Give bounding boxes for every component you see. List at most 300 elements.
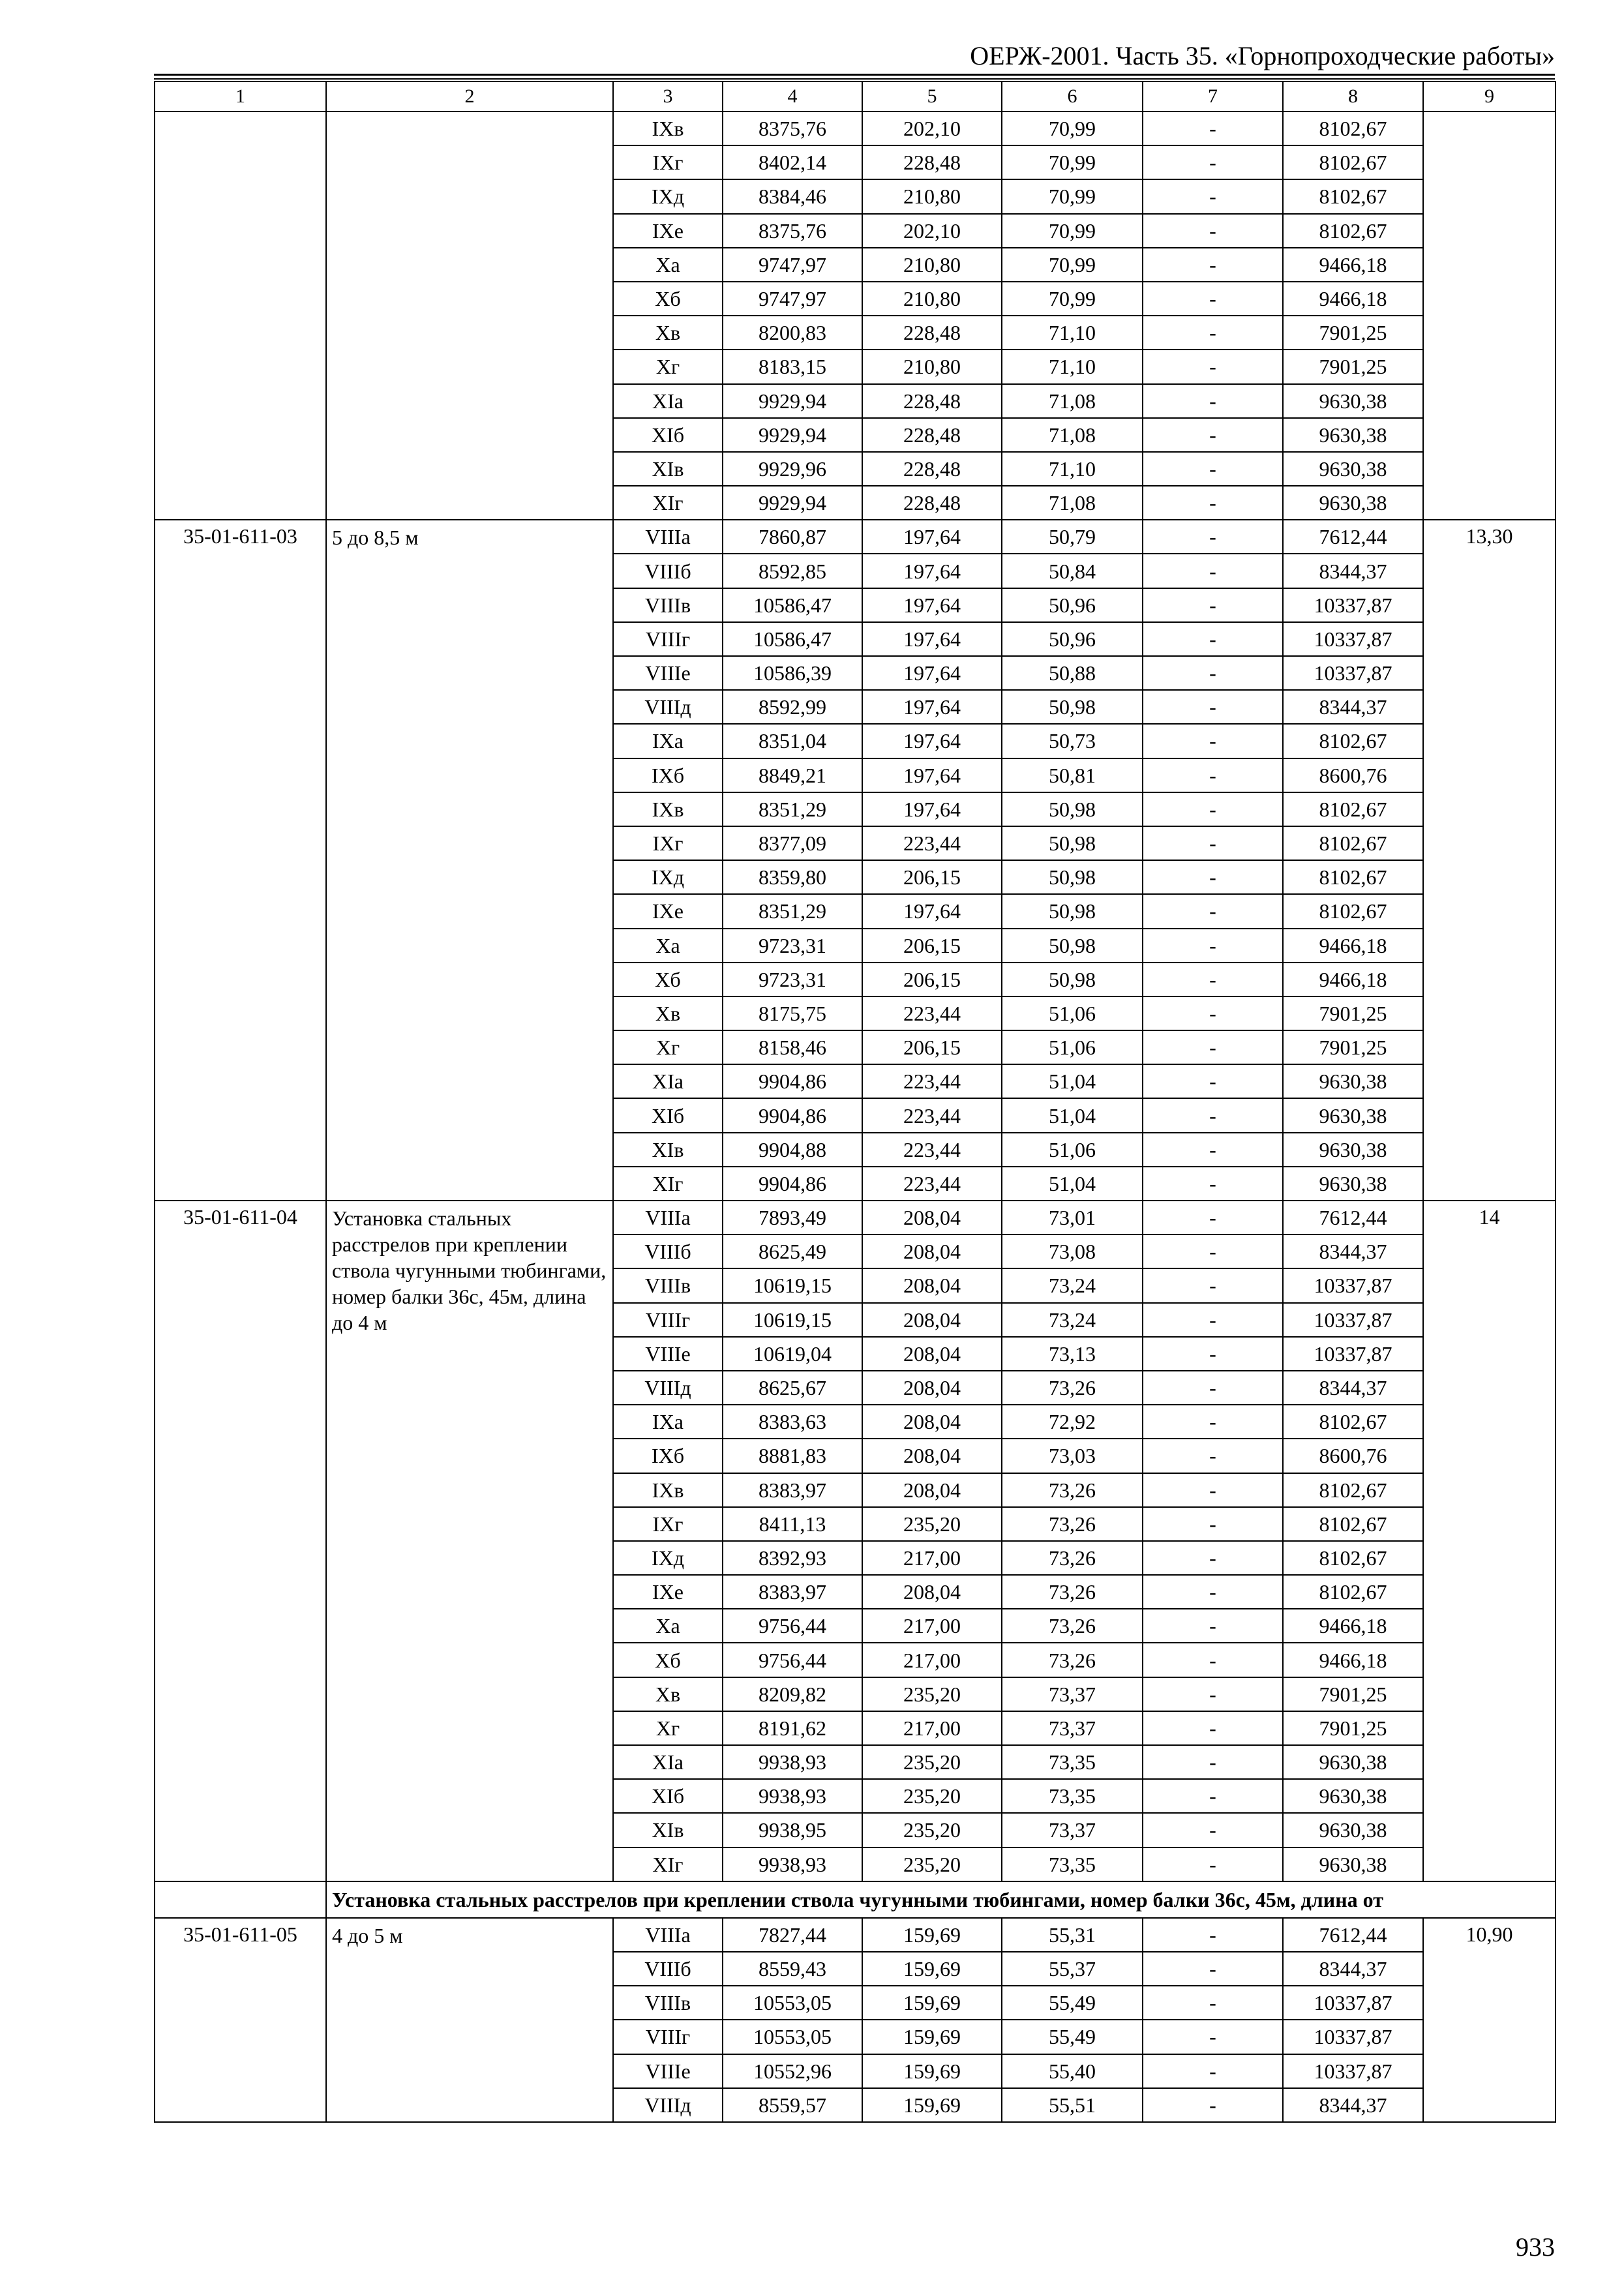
header-rule-thin [154,78,1555,80]
table-cell: 7612,44 [1283,1918,1423,1952]
table-cell: 73,26 [1002,1371,1143,1405]
table-cell: VIIIб [613,1952,723,1986]
table-cell: 8625,49 [723,1234,862,1268]
table-cell: 197,64 [862,554,1002,588]
table-cell: 8411,13 [723,1507,862,1541]
table-cell: 197,64 [862,520,1002,554]
table-cell: 10337,87 [1283,588,1423,622]
column-number: 3 [613,82,723,112]
table-cell: 7612,44 [1283,520,1423,554]
table-cell: 9723,31 [723,929,862,963]
table-cell: ХIб [613,1779,723,1813]
table-cell: IХв [613,1473,723,1507]
rate-code [155,112,326,520]
table-cell: 55,31 [1002,1918,1143,1952]
table-cell: 73,24 [1002,1268,1143,1302]
table-cell: 8183,15 [723,350,862,383]
table-cell: 50,98 [1002,690,1143,724]
table-cell: 7612,44 [1283,1201,1423,1234]
table-cell: 8102,67 [1283,1473,1423,1507]
table-cell: 70,99 [1002,248,1143,282]
table-cell: 71,08 [1002,486,1143,520]
table-cell: 70,99 [1002,112,1143,145]
table-cell: 210,80 [862,282,1002,316]
table-cell: 217,00 [862,1541,1002,1575]
table-cell: IХа [613,1405,723,1439]
table-cell: 51,06 [1002,996,1143,1030]
table-cell: Хб [613,963,723,996]
table-cell: 228,48 [862,316,1002,350]
table-cell: 223,44 [862,826,1002,860]
table-cell: - [1143,1711,1283,1745]
table-cell: - [1143,690,1283,724]
table-cell: IХг [613,145,723,179]
table-cell: 9630,38 [1283,452,1423,486]
table-cell: 208,04 [862,1575,1002,1609]
table-cell: 9630,38 [1283,1779,1423,1813]
table-cell: IХа [613,724,723,758]
table-cell: 70,99 [1002,145,1143,179]
table-cell: 10337,87 [1283,1986,1423,2020]
table-cell: 8102,67 [1283,112,1423,145]
table-cell: 51,06 [1002,1133,1143,1167]
table-cell: 7901,25 [1283,996,1423,1030]
table-cell: 9938,93 [723,1745,862,1779]
table-cell: - [1143,1848,1283,1881]
table-cell: - [1143,860,1283,894]
table-cell: - [1143,996,1283,1030]
column-number-row [155,82,1556,112]
table-cell: - [1143,384,1283,418]
table-cell: 50,98 [1002,929,1143,963]
table-cell: IХе [613,1575,723,1609]
table-cell: - [1143,1918,1283,1952]
table-cell: - [1143,1745,1283,1779]
table-cell: 8102,67 [1283,894,1423,928]
table-cell: 73,37 [1002,1677,1143,1711]
table-cell: 228,48 [862,486,1002,520]
table-cell: 208,04 [862,1473,1002,1507]
table-cell: 8592,85 [723,554,862,588]
table-cell: 8102,67 [1283,214,1423,248]
table-cell: 208,04 [862,1439,1002,1473]
table-cell: 9929,94 [723,486,862,520]
table-cell: IХд [613,860,723,894]
table-cell: IХд [613,1541,723,1575]
table-cell: 223,44 [862,1167,1002,1201]
table-cell: ХIб [613,1098,723,1132]
table-cell: 8559,43 [723,1952,862,1986]
column-number: 2 [326,82,613,112]
table-cell: 50,98 [1002,860,1143,894]
table-cell: 9747,97 [723,282,862,316]
table-cell: 235,20 [862,1745,1002,1779]
table-cell: ХIв [613,452,723,486]
table-cell: 206,15 [862,1030,1002,1064]
table-cell: 10337,87 [1283,1337,1423,1371]
table-cell: 70,99 [1002,282,1143,316]
table-cell: 8351,04 [723,724,862,758]
table-cell [155,1881,326,1918]
table-cell: 8102,67 [1283,860,1423,894]
table-cell: 50,98 [1002,894,1143,928]
table-cell: 235,20 [862,1813,1002,1847]
table-cell: Хг [613,1030,723,1064]
table-cell: 51,04 [1002,1167,1143,1201]
table-cell: 10586,47 [723,622,862,656]
table-cell: 50,73 [1002,724,1143,758]
table-cell: 197,64 [862,894,1002,928]
table-cell: 9723,31 [723,963,862,996]
table-cell: - [1143,1268,1283,1302]
table-cell: 73,26 [1002,1609,1143,1643]
table-cell: IХг [613,826,723,860]
table-cell: 71,10 [1002,316,1143,350]
table-cell: 217,00 [862,1711,1002,1745]
table-cell: Хб [613,282,723,316]
table-cell: 73,26 [1002,1643,1143,1677]
table-cell: 55,49 [1002,1986,1143,2020]
table-cell: - [1143,112,1283,145]
table-cell: 9630,38 [1283,486,1423,520]
table-cell: 73,13 [1002,1337,1143,1371]
table-cell: 197,64 [862,792,1002,826]
table-cell: 208,04 [862,1234,1002,1268]
table-cell: 8375,76 [723,112,862,145]
table-cell: 159,69 [862,2054,1002,2088]
table-cell: 9904,86 [723,1167,862,1201]
table-cell: 7901,25 [1283,1030,1423,1064]
table-cell: - [1143,1677,1283,1711]
table-cell: 70,99 [1002,179,1143,213]
table-cell: 228,48 [862,452,1002,486]
table-cell: 7901,25 [1283,350,1423,383]
table-cell: 73,35 [1002,1848,1143,1881]
table-cell: 8102,67 [1283,1507,1423,1541]
table-cell: 8102,67 [1283,826,1423,860]
table-cell: 223,44 [862,1133,1002,1167]
rate-value: 14 [1423,1201,1556,1881]
table-cell: Ха [613,1609,723,1643]
table-cell: 159,69 [862,2088,1002,2122]
table-cell: IХб [613,758,723,792]
table-cell: 9904,88 [723,1133,862,1167]
table-cell: 8351,29 [723,894,862,928]
table-cell: VIIIв [613,1268,723,1302]
table-cell: Ха [613,929,723,963]
table-cell: 9938,93 [723,1848,862,1881]
page-number: 933 [1516,2232,1555,2262]
table-cell: - [1143,758,1283,792]
table-cell: 51,06 [1002,1030,1143,1064]
table-cell: 72,92 [1002,1405,1143,1439]
table-cell: IХе [613,894,723,928]
table-cell: ХIг [613,486,723,520]
table-cell: Хв [613,996,723,1030]
table-cell: VIIIв [613,1986,723,2020]
table-cell: - [1143,1609,1283,1643]
table-cell: 8383,97 [723,1473,862,1507]
table-cell: IХб [613,1439,723,1473]
table-cell: IХв [613,792,723,826]
table-cell: ХIа [613,1745,723,1779]
column-number: 7 [1143,82,1283,112]
table-cell: 10337,87 [1283,2054,1423,2088]
table-cell: 9756,44 [723,1643,862,1677]
table-cell: - [1143,282,1283,316]
table-cell: 197,64 [862,690,1002,724]
table-cell: 206,15 [862,929,1002,963]
table-cell: 55,51 [1002,2088,1143,2122]
table-cell: VIIIе [613,2054,723,2088]
table-cell: 9630,38 [1283,384,1423,418]
table-cell: 9929,94 [723,384,862,418]
page-header: ОЕРЖ-2001. Часть 35. «Горнопроходческие работы» [970,41,1555,70]
table-cell: 7901,25 [1283,1711,1423,1745]
table-cell: 10619,15 [723,1268,862,1302]
table-cell: 208,04 [862,1268,1002,1302]
table-cell: - [1143,1167,1283,1201]
section-heading-row [155,1881,1556,1918]
table-cell: 9929,96 [723,452,862,486]
table-cell: - [1143,1337,1283,1371]
table-cell: 197,64 [862,724,1002,758]
table-cell: VIIIб [613,554,723,588]
table-cell: 10337,87 [1283,1268,1423,1302]
table-cell: ХIб [613,418,723,452]
table-cell: 9630,38 [1283,1813,1423,1847]
table-cell: 9938,95 [723,1813,862,1847]
table-cell: 10553,05 [723,2020,862,2054]
column-number: 1 [155,82,326,112]
table-cell: - [1143,588,1283,622]
table-cell: 9630,38 [1283,1167,1423,1201]
table-cell: 9630,38 [1283,1098,1423,1132]
table-cell: 8344,37 [1283,1234,1423,1268]
table-cell: - [1143,1064,1283,1098]
table-cell: 159,69 [862,1918,1002,1952]
table-cell: Хв [613,1677,723,1711]
column-number: 9 [1423,82,1556,112]
table-cell: 9466,18 [1283,248,1423,282]
table-cell: VIIIе [613,1337,723,1371]
table-cell: 73,01 [1002,1201,1143,1234]
table-cell: - [1143,520,1283,554]
table-cell: VIIIа [613,520,723,554]
table-cell: 9938,93 [723,1779,862,1813]
table-cell: 71,10 [1002,350,1143,383]
table-cell: VIIIа [613,1201,723,1234]
table-cell: 8344,37 [1283,1952,1423,1986]
table-cell: 8102,67 [1283,1405,1423,1439]
table-cell: 208,04 [862,1371,1002,1405]
rates-table [154,81,1556,2123]
table-cell: 8359,80 [723,860,862,894]
table-cell: VIIIг [613,1303,723,1337]
table-cell: 9630,38 [1283,1745,1423,1779]
table-cell: - [1143,1575,1283,1609]
table-cell: 70,99 [1002,214,1143,248]
table-cell: - [1143,1030,1283,1064]
table-cell: 8881,83 [723,1439,862,1473]
table-cell: - [1143,1779,1283,1813]
table-row [155,1918,1556,1952]
table-row [155,1201,1556,1234]
table-cell: 50,98 [1002,792,1143,826]
table-cell: ХIв [613,1813,723,1847]
table-cell: 8392,93 [723,1541,862,1575]
table-cell: IХд [613,179,723,213]
table-cell: 8209,82 [723,1677,862,1711]
table-cell: - [1143,1098,1283,1132]
table-cell: 197,64 [862,588,1002,622]
table-cell: 9466,18 [1283,963,1423,996]
table-cell: 159,69 [862,2020,1002,2054]
column-number: 5 [862,82,1002,112]
rate-code: 35-01-611-04 [155,1201,326,1881]
table-cell: - [1143,963,1283,996]
rate-code: 35-01-611-05 [155,1918,326,2122]
table-cell: - [1143,1303,1283,1337]
table-cell: 9466,18 [1283,929,1423,963]
table-cell: 7901,25 [1283,1677,1423,1711]
table-cell: 8351,29 [723,792,862,826]
table-cell: 197,64 [862,622,1002,656]
table-cell: - [1143,248,1283,282]
table-cell: 223,44 [862,1098,1002,1132]
header-rule [154,74,1555,76]
table-cell: - [1143,1405,1283,1439]
table-cell: 206,15 [862,963,1002,996]
table-cell: VIIIд [613,1371,723,1405]
table-cell: 235,20 [862,1677,1002,1711]
table-cell: 210,80 [862,248,1002,282]
table-cell: 8384,46 [723,179,862,213]
table-cell: 202,10 [862,112,1002,145]
table-cell: 55,49 [1002,2020,1143,2054]
table-cell: 9630,38 [1283,1848,1423,1881]
table-cell: 8344,37 [1283,554,1423,588]
table-cell: 8849,21 [723,758,862,792]
table-cell: 8344,37 [1283,2088,1423,2122]
table-cell: 73,35 [1002,1779,1143,1813]
table-cell: 210,80 [862,179,1002,213]
table-cell: 10619,04 [723,1337,862,1371]
table-cell: 50,96 [1002,588,1143,622]
column-number: 8 [1283,82,1423,112]
table-cell: - [1143,724,1283,758]
table-cell: 8158,46 [723,1030,862,1064]
table-cell: - [1143,1371,1283,1405]
table-cell: - [1143,826,1283,860]
table-cell: 50,79 [1002,520,1143,554]
table-cell: 73,26 [1002,1473,1143,1507]
table-cell: IХг [613,1507,723,1541]
table-cell: 55,40 [1002,2054,1143,2088]
table-cell: Хг [613,1711,723,1745]
table-cell: 9630,38 [1283,1133,1423,1167]
column-number: 6 [1002,82,1143,112]
table-cell: ХIа [613,1064,723,1098]
table-cell: 8377,09 [723,826,862,860]
work-description: 4 до 5 м [326,1918,613,2122]
table-cell: 8375,76 [723,214,862,248]
table-cell: 197,64 [862,758,1002,792]
table-cell: 208,04 [862,1201,1002,1234]
table-cell: 8191,62 [723,1711,862,1745]
table-cell: 9756,44 [723,1609,862,1643]
table-cell: 73,35 [1002,1745,1143,1779]
table-cell: VIIIд [613,2088,723,2122]
table-cell: 10552,96 [723,2054,862,2088]
table-cell: 7827,44 [723,1918,862,1952]
rate-value [1423,112,1556,520]
table-cell: 55,37 [1002,1952,1143,1986]
table-cell: 223,44 [862,996,1002,1030]
table-cell: 235,20 [862,1848,1002,1881]
table-cell: 202,10 [862,214,1002,248]
table-cell: 8383,63 [723,1405,862,1439]
work-description: 5 до 8,5 м [326,520,613,1201]
table-cell: - [1143,929,1283,963]
table-cell: 223,44 [862,1064,1002,1098]
table-cell: 9466,18 [1283,1609,1423,1643]
column-number: 4 [723,82,862,112]
table-cell: 206,15 [862,860,1002,894]
table-cell: 235,20 [862,1779,1002,1813]
table-cell: 8102,67 [1283,145,1423,179]
table-cell: 10586,47 [723,588,862,622]
table-cell: 9630,38 [1283,418,1423,452]
table-cell: 73,03 [1002,1439,1143,1473]
table-cell: 50,84 [1002,554,1143,588]
table-cell: 8592,99 [723,690,862,724]
table-cell: - [1143,1541,1283,1575]
table-cell: 159,69 [862,1986,1002,2020]
table-cell: - [1143,656,1283,690]
table-cell: 73,24 [1002,1303,1143,1337]
table-cell: - [1143,316,1283,350]
table-cell: 8175,75 [723,996,862,1030]
table-cell: 208,04 [862,1405,1002,1439]
table-cell: 8102,67 [1283,1575,1423,1609]
table-cell: 9747,97 [723,248,862,282]
section-heading: Установка стальных расстрелов при креплении ствола чугунными тюбингами, номер балки 36с, 45м, длина от [326,1881,1556,1918]
table-cell: 7893,49 [723,1201,862,1234]
table-cell: 217,00 [862,1609,1002,1643]
table-cell: ХIа [613,384,723,418]
table-cell: 73,26 [1002,1507,1143,1541]
table-cell: 10553,05 [723,1986,862,2020]
table-cell: - [1143,1813,1283,1847]
table-cell: 71,10 [1002,452,1143,486]
table-cell: VIIIа [613,1918,723,1952]
table-cell: - [1143,350,1283,383]
table-cell: VIIIв [613,588,723,622]
table-cell: 8102,67 [1283,724,1423,758]
table-cell: 7860,87 [723,520,862,554]
table-cell: 10337,87 [1283,656,1423,690]
table-cell: 73,37 [1002,1711,1143,1745]
table-cell: 73,08 [1002,1234,1143,1268]
table-cell: - [1143,792,1283,826]
table-cell: VIIIг [613,622,723,656]
table-cell: 50,88 [1002,656,1143,690]
table-cell: 10619,15 [723,1303,862,1337]
table-cell: - [1143,622,1283,656]
table-cell: - [1143,179,1283,213]
table-cell: 10586,39 [723,656,862,690]
